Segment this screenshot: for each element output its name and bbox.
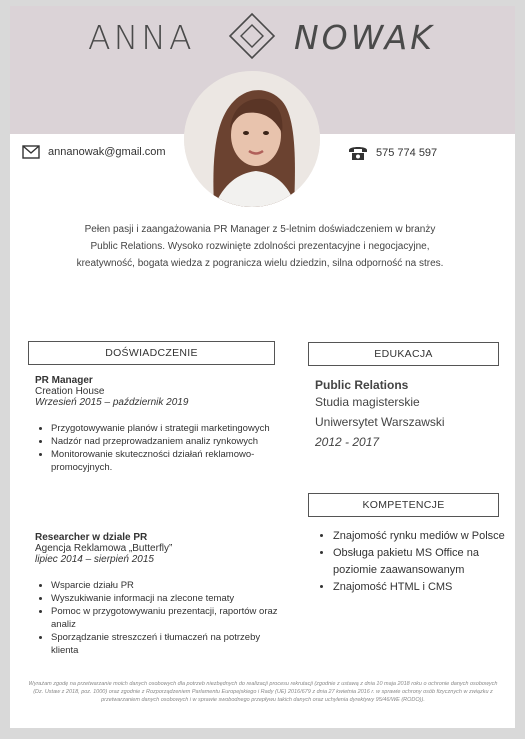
list-item: • Sporządzanie streszczeń i tłumaczeń na potrzeby klienta <box>51 631 285 657</box>
job-duties <box>35 422 285 474</box>
job-title: PR Manager <box>35 375 93 386</box>
first-name: ANNA <box>88 18 195 57</box>
education-years: 2012 - 2017 <box>315 435 380 449</box>
education-field: Public Relations <box>315 378 409 392</box>
job-1 <box>35 375 285 474</box>
job-duties <box>35 579 285 657</box>
list-item: • Znajomość rynku mediów w Polsce <box>333 528 505 545</box>
list-item: • Wsparcie działu PR <box>51 579 285 592</box>
list-item: • Wyszukiwanie informacji na zlecone tematy <box>51 592 285 605</box>
skills-list <box>315 528 505 596</box>
job-title: Researcher w dziale PR <box>35 532 148 543</box>
education-degree: Studia magisterskie <box>315 395 420 409</box>
education-entry <box>315 378 505 452</box>
profile-photo <box>184 71 320 207</box>
gdpr-consent: Wyrażam zgodę na przetwarzanie moich danych osobowych dla potrzeb niezbędnych do realizacji procesu rekrutacji (zgodnie z ustawą z dnia 10 maja 2018 roku o ochronie danych osobowych (Dz. Ustaw z 2018, poz. 1000) oraz zgodnie z Rozporządzeniem Parlamentu Europejskiego i Rady (UE) 2016/679 z dnia 27 kwietnia 2016 r. w sprawie ochrony osób fizycznych w związku z przetwarzaniem danych osobowych i w sprawie swobodnego przepływu takich danych oraz uchylenia dyrektywy 95/46/WE (RODO)). <box>28 681 498 703</box>
list-item: • Przygotowywanie planów i strategii marketingowych <box>51 422 285 435</box>
skills-list-wrap <box>315 528 505 596</box>
email-contact <box>22 145 166 159</box>
resume-page <box>10 6 515 728</box>
profile-summary: Pełen pasji i zaangażowania PR Manager z 5-letnim doświadczeniem w branży Public Relations. Wysoko rozwinięte zdolności prezentacyjne i negocjacyjne, kreatywność, bogata wiedza z pogranicza wielu dziedzin, silna odporność na stres. <box>76 224 444 269</box>
envelope-icon <box>22 145 40 159</box>
job-company: Agencja Reklamowa „Butterfly” <box>35 543 173 554</box>
list-item: • Obsługa pakietu MS Office na poziomie zaawansowanym <box>333 545 505 579</box>
section-skills: KOMPETENCJE <box>308 493 499 517</box>
job-dates: lipiec 2014 – sierpień 2015 <box>35 554 154 565</box>
diamond-logo-icon <box>228 12 276 60</box>
last-name: NOWAK <box>294 18 435 57</box>
job-company: Creation House <box>35 386 105 397</box>
list-item: • Znajomość HTML i CMS <box>333 579 505 596</box>
section-education: EDUKACJA <box>308 342 499 366</box>
list-item: • Pomoc w przygotowywaniu prezentacji, raportów oraz analiz <box>51 605 285 631</box>
education-school: Uniwersytet Warszawski <box>315 415 445 429</box>
email-text: annanowak@gmail.com <box>48 146 166 158</box>
list-item: • Monitorowanie skuteczności działań reklamowo-promocyjnych. <box>51 448 285 474</box>
phone-text: 575 774 597 <box>376 147 438 159</box>
list-item: • Nadzór nad przeprowadzaniem analiz rynkowych <box>51 435 285 448</box>
section-experience: DOŚWIADCZENIE <box>28 341 275 365</box>
job-dates: Wrzesień 2015 – październik 2019 <box>35 397 189 408</box>
telephone-icon <box>348 145 368 161</box>
job-2 <box>35 532 285 657</box>
phone-contact <box>348 145 437 161</box>
